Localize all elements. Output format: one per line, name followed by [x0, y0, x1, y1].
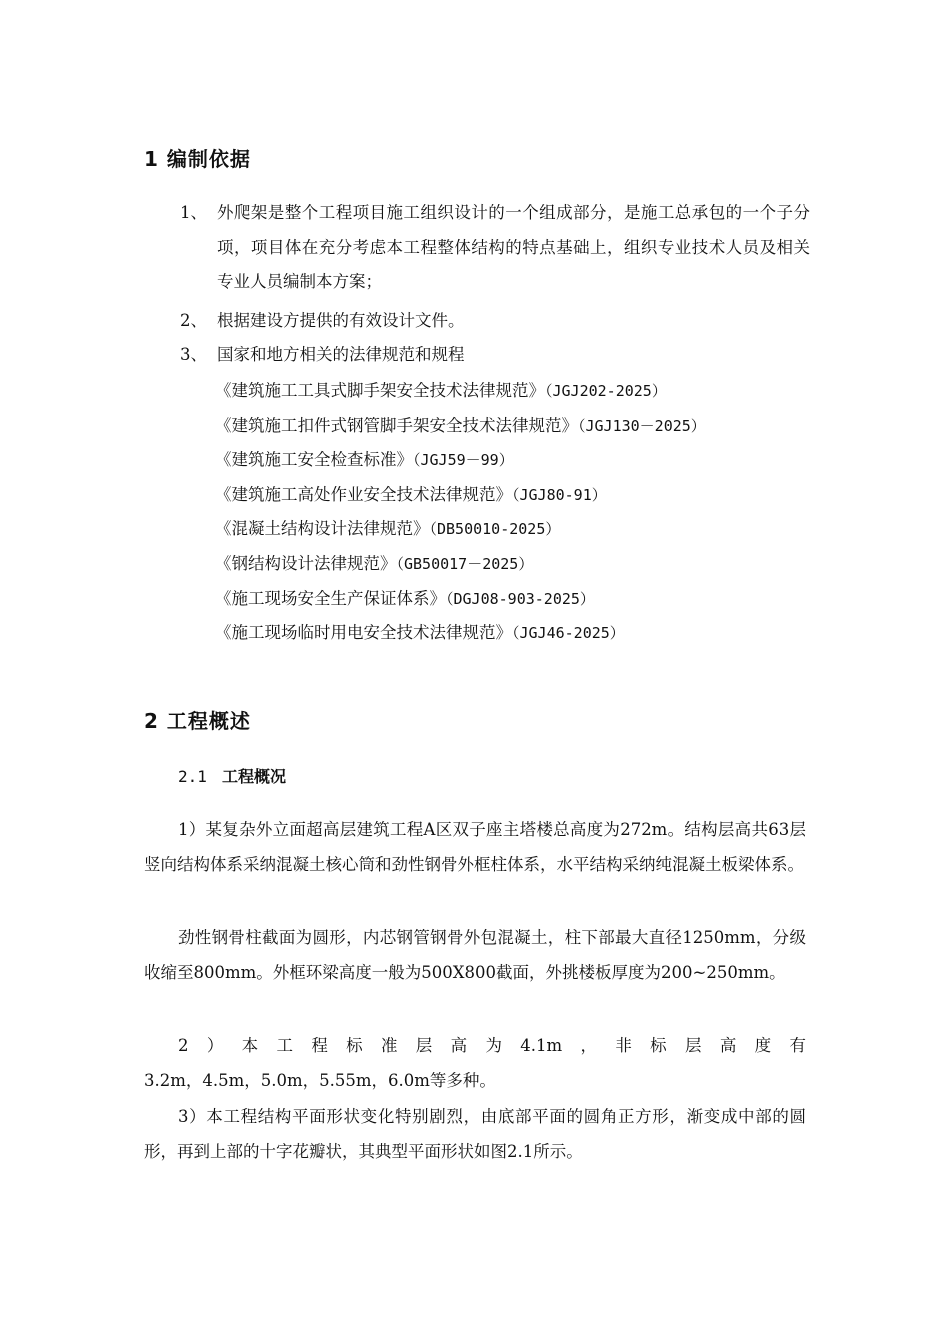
standard-code: （GB50017－2025） — [396, 555, 534, 573]
standard-title: 《施工现场临时用电安全技术法律规范》 — [215, 623, 512, 642]
section-2-heading: 2 工程概述 — [144, 709, 251, 733]
basis-item-1 — [180, 196, 810, 300]
standard-1 — [215, 377, 667, 401]
item-number: 1、 — [180, 203, 207, 222]
standard-8 — [215, 619, 625, 643]
overview-paragraph-2: 劲性钢骨柱截面为圆形，内芯钢管钢骨外包混凝土，柱下部最大直径1250mm，分级收缩至800mm。外框环梁高度一般为500X800截面，外挑楼板厚度为200~250mm。 — [144, 928, 806, 982]
item-text: 外爬架是整个工程项目施工组织设计的一个组成部分，是施工总承包的一个子分项，项目体在充分考虑本工程整体结构的特点基础上，组织专业技术人员及相关专业人员编制本方案； — [217, 203, 810, 291]
item-number: 2、 — [180, 311, 207, 330]
standard-code: （JGJ59－99） — [413, 451, 514, 469]
standard-code: （DGJ08-903-2025） — [446, 590, 595, 608]
item-text: 根据建设方提供的有效设计文件。 — [217, 311, 465, 330]
subsection-2-1-heading — [178, 764, 286, 787]
standard-code: （JGJ46-2025） — [512, 624, 625, 642]
standard-title: 《建筑施工安全检查标准》 — [215, 450, 413, 469]
standard-title: 《混凝土结构设计法律规范》 — [215, 519, 430, 538]
standard-title: 《施工现场安全生产保证体系》 — [215, 589, 446, 608]
standard-3 — [215, 446, 514, 470]
overview-paragraph-3: 2）本工程标准层高为4.1m，非标层高度有 — [178, 1036, 806, 1055]
basis-item-2 — [180, 304, 810, 339]
item-text: 国家和地方相关的法律规范和规程 — [217, 345, 465, 364]
standard-5 — [215, 515, 560, 539]
standard-title: 《建筑施工扣件式钢管脚手架安全技术法律规范》 — [215, 416, 578, 435]
standard-4 — [215, 481, 607, 505]
standard-title: 《建筑施工高处作业安全技术法律规范》 — [215, 485, 512, 504]
subsection-number: 2.1 — [178, 767, 207, 786]
overview-paragraph-4: 3）本工程结构平面形状变化特别剧烈，由底部平面的圆角正方形，渐变成中部的圆形，再到上部的十字花瓣状，其典型平面形状如图2.1所示。 — [144, 1107, 806, 1161]
standard-code: （JGJ202-2025） — [545, 382, 667, 400]
standard-2 — [215, 412, 706, 436]
standard-code: （JGJ130－2025） — [578, 417, 706, 435]
standard-code: （JGJ80-91） — [512, 486, 607, 504]
subsection-title: 工程概况 — [222, 767, 287, 786]
basis-item-3 — [180, 338, 810, 373]
item-number: 3、 — [180, 345, 207, 364]
standard-6 — [215, 550, 533, 574]
standard-title: 《建筑施工工具式脚手架安全技术法律规范》 — [215, 381, 545, 400]
standard-7 — [215, 585, 595, 609]
standard-title: 《钢结构设计法律规范》 — [215, 554, 397, 573]
standard-code: （DB50010-2025） — [429, 520, 561, 538]
section-1-heading: 1 编制依据 — [144, 147, 251, 171]
overview-paragraph-3-continued: 3.2m，4.5m，5.0m，5.55m，6.0m等多种。 — [144, 1071, 496, 1090]
overview-paragraph-1: 1）某复杂外立面超高层建筑工程A区双子座主塔楼总高度为272m。结构层高共63层竖向结构体系采纳混凝土核心筒和劲性钢骨外框柱体系，水平结构采纳纯混凝土板梁体系。 — [144, 820, 806, 874]
